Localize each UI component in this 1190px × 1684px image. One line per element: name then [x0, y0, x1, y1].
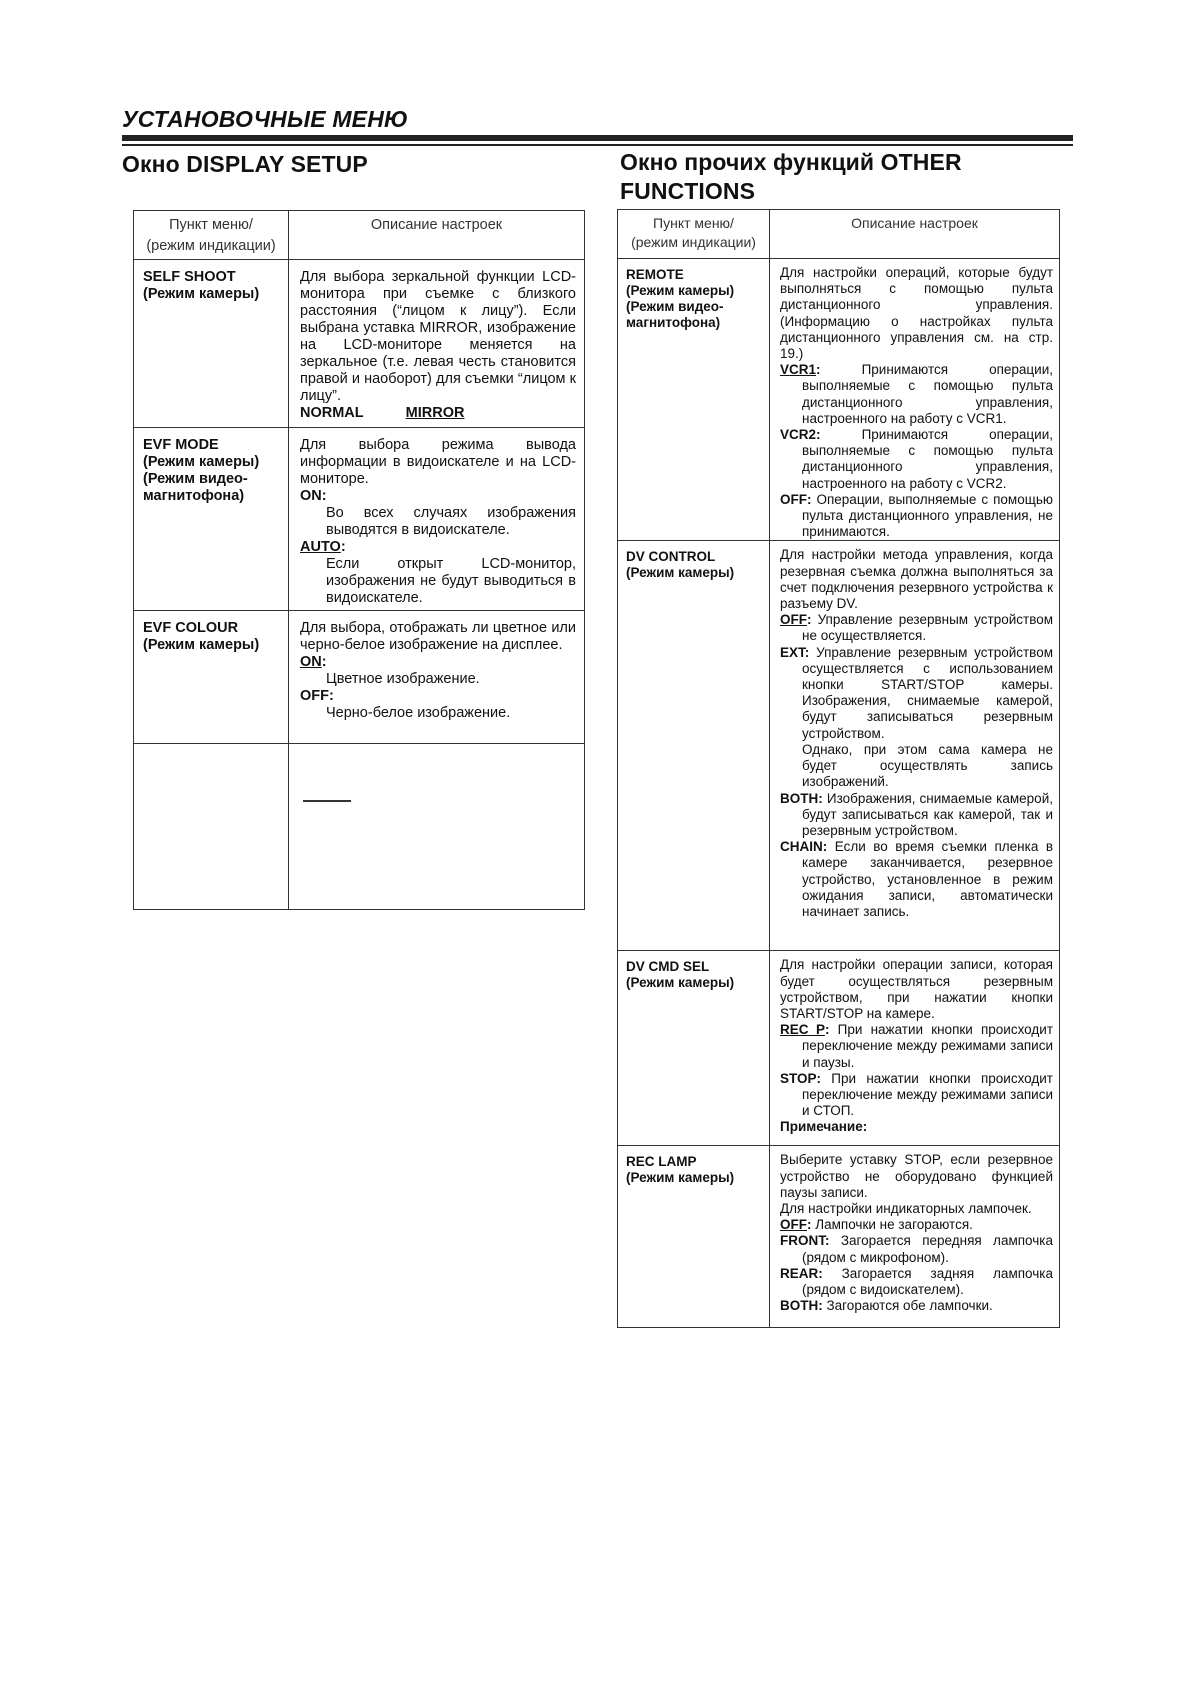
description-evf-mode: Для выбора режима вывода информации в видоискателе и на LCD-мониторе. ON: Во всех случаях изображения выводятся в видоискателе. AUTO: Если открыт LCD-монитор, изображения не будут выводиться в видоискателе.	[289, 428, 585, 611]
option-mirror: MIRROR	[405, 405, 465, 421]
header-rule-thick	[122, 135, 1073, 141]
option-chain-label: CHAIN:	[780, 839, 828, 855]
option-on-label: ON	[300, 488, 322, 504]
option-off-label: OFF:	[300, 688, 334, 704]
menu-item-rec-lamp: REC LAMP (Режим камеры)	[618, 1146, 770, 1328]
column-header-item: Пункт меню/ (режим индикации)	[134, 211, 289, 260]
empty-cell	[289, 744, 585, 910]
option-vcr1-text: Принимаются операции, выполняемые с помощью пульта дистанционного управления, настроенного на работу с VCR1.	[802, 362, 1053, 426]
option-ext-text-2: Однако, при этом сама камера не будет осуществлять запись изображений.	[802, 741, 1053, 790]
dv-cmd-sel-text: Для настройки операции записи, которая будет осуществляться резервным устройством, при нажатии кнопки START/STOP на камере.	[780, 957, 1053, 1022]
menu-item-dv-cmd-sel: DV CMD SEL (Режим камеры)	[618, 951, 770, 1146]
other-functions-title: Окно прочих функций OTHER FUNCTIONS	[620, 149, 962, 204]
table-header-row	[618, 210, 1060, 259]
evf-mode-text: Для выбора режима вывода информации в видоискателе и на LCD-мониторе.	[300, 437, 576, 487]
option-off-text: Управление резервным устройством не осуществляется.	[802, 612, 1053, 644]
option-both-label: BOTH:	[780, 790, 823, 806]
dv-control-text: Для настройки метода управления, когда резервная съемка должна выполняться за счет подключения резервного устройства к разъему DV.	[780, 547, 1053, 612]
table-header-row	[134, 211, 585, 260]
option-chain-text: Если во время съемки пленка в камере заканчивается, резервное устройство, установленное в режим ожидания записи, автоматически начинает запись.	[802, 839, 1053, 919]
note-text: Выберите уставку STOP, если резервное устройство не оборудовано функцией паузы записи.	[780, 1152, 1053, 1200]
menu-item-evf-colour: EVF COLOUR (Режим камеры)	[134, 611, 289, 744]
option-stop-label: STOP:	[780, 1070, 822, 1086]
table-row-evf-mode	[134, 428, 585, 611]
evf-colour-text: Для выбора, отображать ли цветное или черно-белое изображение на дисплее.	[300, 620, 576, 653]
menu-item-evf-mode: EVF MODE (Режим камеры) (Режим видео- магнитофона)	[134, 428, 289, 611]
option-off-text: Лампочки не загораются.	[815, 1217, 973, 1233]
page-header-title: УСТАНОВОЧНЫЕ МЕНЮ	[122, 106, 409, 132]
option-rear-text: Загорается задняя лампочка (рядом с видоискателем).	[802, 1265, 1053, 1298]
option-off-label: OFF	[780, 1217, 807, 1233]
description-remote: Для настройки операций, которые будут выполняться с помощью пульта дистанционного управления. (Информацию о настройках пульта дистанционного управления см. на стр. 19.) VCR1: Принимаются операции, выполняемые с помощью пульта дистанционного управления, настроенного на работу с VCR1. VCR2: Принимаются операции, выполняемые с помощью пульта дистанционного управления, настроенного на работу с VCR2. OFF: Операции, выполняемые с помощью пульта дистанционного управления, не принимаются.	[770, 259, 1060, 541]
table-row-evf-colour	[134, 611, 585, 744]
table-row-empty	[134, 744, 585, 910]
option-off-label: OFF	[780, 612, 807, 628]
self-shoot-text: Для выбора зеркальной функции LCD-монитора при съемке с близкого расстояния (“лицом к лицу”). Если выбрана уставка MIRROR, изображение на LCD-мониторе меняется на зеркальное (т.е. левая честь становится правой и наоборот) для съемки “лицом к лицу”.	[300, 269, 576, 404]
option-both-label: BOTH:	[780, 1298, 823, 1314]
option-auto-text: Если открыт LCD-монитор, изображения не будут выводиться в видоискателе.	[326, 556, 576, 606]
option-front-label: FRONT:	[780, 1233, 830, 1249]
option-on-label: ON	[300, 654, 322, 670]
menu-item-remote: REMOTE (Режим камеры) (Режим видео- магнитофона)	[618, 259, 770, 541]
other-functions-table	[617, 209, 1060, 1328]
column-header-description: Описание настроек	[770, 210, 1060, 259]
description-dv-control: Для настройки метода управления, когда резервная съемка должна выполняться за счет подключения резервного устройства к разъему DV. OFF: Управление резервным устройством не осуществляется. EXT: Управление резервным устройством осуществляется с использованием кнопки START/STOP камеры. Изображения, снимаемые камерой, будут записываться резервным устройством. Однако, при этом сама камера не будет осуществлять запись изображений. BOTH: Изображения, снимаемые камерой, будут записываться как камерой, так и резервным устройством. CHAIN: Если во время съемки пленка в камере заканчивается, резервное устройство, установленное в режим ожидания записи, автоматически начинает запись.	[770, 541, 1060, 951]
rec-lamp-text: Для настройки индикаторных лампочек.	[780, 1201, 1032, 1217]
display-setup-table	[133, 210, 585, 910]
table-row-remote	[618, 259, 1060, 541]
option-normal: NORMAL	[300, 405, 364, 421]
option-rear-label: REAR:	[780, 1265, 823, 1281]
option-ext-text: Управление резервным устройством осуществляется с использованием кнопки START/STOP камеры. Изображения, снимаемые камерой, будут записываться резервным устройством.	[802, 644, 1053, 741]
option-front-text: Загорается передняя лампочка (рядом с микрофоном).	[802, 1233, 1053, 1265]
option-ext-label: EXT:	[780, 644, 810, 660]
option-both-text: Загораются обе лампочки.	[826, 1298, 993, 1314]
option-both-text: Изображения, снимаемые камерой, будут записываться как камерой, так и резервным устройством.	[802, 790, 1053, 838]
column-header-description: Описание настроек	[289, 211, 585, 260]
remote-text: Для настройки операций, которые будут выполняться с помощью пульта дистанционного управления. (Информацию о настройках пульта дистанционного управления см. на стр. 19.)	[780, 265, 1053, 362]
table-row-rec-lamp	[618, 1146, 1060, 1328]
option-off-text: Операции, выполняемые с помощью пульта дистанционного управления, не принимаются.	[802, 491, 1053, 540]
description-rec-lamp: Выберите уставку STOP, если резервное устройство не оборудовано функцией паузы записи. Для настройки индикаторных лампочек. OFF: Лампочки не загораются. FRONT: Загорается передняя лампочка (рядом с микрофоном). REAR: Загорается задняя лампочка (рядом с видоискателем). BOTH: Загораются обе лампочки.	[770, 1146, 1060, 1328]
option-vcr2-label: VCR2:	[780, 427, 821, 443]
menu-item-self-shoot: SELF SHOOT (Режим камеры)	[134, 260, 289, 428]
option-rec-p-label: REC_P	[780, 1022, 826, 1038]
menu-item-dv-control: DV CONTROL (Режим камеры)	[618, 541, 770, 951]
option-vcr1-label: VCR1	[780, 362, 817, 378]
option-vcr2-text: Принимаются операции, выполняемые с помощью пульта дистанционного управления, настроенного на работу с VCR2.	[802, 427, 1053, 491]
description-evf-colour: Для выбора, отображать ли цветное или черно-белое изображение на дисплее. ON: Цветное изображение. OFF: Черно-белое изображение.	[289, 611, 585, 744]
note-label: Примечание:	[780, 1119, 868, 1135]
description-dv-cmd-sel: Для настройки операции записи, которая будет осуществляться резервным устройством, при нажатии кнопки START/STOP на камере. REC_P: При нажатии кнопки происходит переключение между режимами записи и паузы. STOP: При нажатии кнопки происходит переключение между режимами записи и СТОП. Примечание:	[770, 951, 1060, 1146]
table-row-self-shoot	[134, 260, 585, 428]
column-header-item: Пункт меню/ (режим индикации)	[618, 210, 770, 259]
option-auto-label: AUTO	[300, 539, 341, 555]
option-rec-p-text: При нажатии кнопки происходит переключение между режимами записи и паузы.	[802, 1022, 1053, 1070]
option-on-text: Цветное изображение.	[326, 671, 480, 687]
option-stop-text: При нажатии кнопки происходит переключение между режимами записи и СТОП.	[802, 1070, 1053, 1119]
table-row-dv-cmd-sel	[618, 951, 1060, 1146]
header-rule-thin	[122, 144, 1073, 146]
display-setup-title: Окно DISPLAY SETUP	[122, 151, 368, 177]
option-off-label: OFF:	[780, 491, 812, 507]
blank-underline	[303, 800, 351, 802]
option-off-text: Черно-белое изображение.	[326, 705, 511, 721]
table-row-dv-control	[618, 541, 1060, 951]
option-on-text: Во всех случаях изображения выводятся в видоискателе.	[326, 505, 576, 538]
empty-cell	[134, 744, 289, 910]
description-self-shoot	[289, 260, 585, 428]
